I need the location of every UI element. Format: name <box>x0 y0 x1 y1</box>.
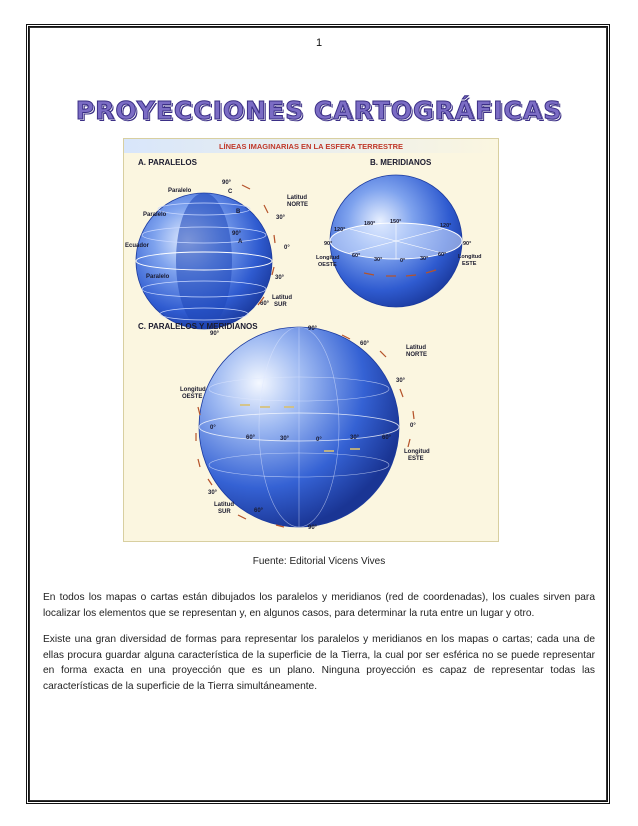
label-c-longitud-oeste-1: Longitud <box>180 387 206 393</box>
label-c-longitud-este-1: Longitud <box>404 449 430 455</box>
label-c-longitud-oeste-2: OESTE <box>182 394 203 400</box>
label-a-latitud-norte-2: NORTE <box>287 202 308 208</box>
label-b-0: 0° <box>400 258 406 264</box>
label-a-latitud-norte-1: Latitud <box>287 195 307 201</box>
panel-c-heading: C. PARALELOS Y MERIDIANOS <box>138 322 258 331</box>
label-b-60: 60° <box>352 253 361 259</box>
label-a-30-s: 30° <box>275 275 285 281</box>
label-point-b: B <box>236 209 241 215</box>
label-point-c: C <box>228 189 233 195</box>
globe-b <box>330 175 462 307</box>
label-c-90-bottom: 90° <box>308 525 318 531</box>
label-b-90-right: 90° <box>463 241 472 247</box>
globe-illustration <box>124 139 498 541</box>
globe-c <box>199 327 399 527</box>
label-b-90-left: 90° <box>324 241 333 247</box>
label-paralelo-2: Paralelo <box>143 212 167 218</box>
label-c-30-s: 30° <box>208 490 218 496</box>
label-paralelo-3: Paralelo <box>146 274 170 280</box>
label-b-longitud-oeste-1: Longitud <box>316 255 340 261</box>
label-c-60-s: 60° <box>254 508 264 514</box>
label-c-30-b: 30° <box>350 435 360 441</box>
label-c-0-center: 0° <box>316 437 322 443</box>
label-c-0-left: 0° <box>210 425 216 431</box>
label-b-longitud-este-2: ESTE <box>462 261 477 267</box>
page-number: 1 <box>315 37 323 49</box>
label-b-30-right: 30° <box>420 256 429 262</box>
label-a-latitud-sur-1: Latitud <box>272 295 292 301</box>
label-b-120-right: 120° <box>440 223 452 229</box>
label-c-longitud-este-2: ESTE <box>408 456 424 462</box>
label-c-0-right: 0° <box>410 423 416 429</box>
panel-b-heading: B. MERIDIANOS <box>370 158 432 167</box>
figure-header: LÍNEAS IMAGINARIAS EN LA ESFERA TERRESTRE <box>218 142 404 151</box>
label-c-90-top: 90° <box>308 326 318 332</box>
label-b-longitud-este-1: Longitud <box>458 254 482 260</box>
figure-caption: Fuente: Editorial Vicens Vives <box>252 556 386 567</box>
label-a-latitud-sur-2: SUR <box>274 302 287 308</box>
paragraph-1: En todos los mapas o cartas están dibujados los paralelos y meridianos (red de coordenadas), los cuales sirven para localizar los elementos que se representan y, en algunos casos, para determinar la ruta entre un lugar y otro. <box>43 592 595 619</box>
label-c-latitud-norte-2: NORTE <box>406 352 427 358</box>
label-c-60-a: 60° <box>246 435 256 441</box>
label-b-150: 150° <box>390 219 402 225</box>
label-b-60-right: 60° <box>438 252 447 258</box>
label-c-latitud-sur-2: SUR <box>218 509 231 515</box>
label-a-90-bottom: 90° <box>210 331 220 337</box>
label-b-longitud-oeste-2: OESTE <box>318 262 337 268</box>
label-c-latitud-sur-1: Latitud <box>214 502 234 508</box>
paragraph-2: Existe una gran diversidad de formas para representar los paralelos y meridianos en los mapas o cartas; cada una de ellas procura guardar alguna característica de la superficie de la Tierra, la cual por ser esférica no se puede representar en forma exacta en una proyección que es un plano. Ninguna proyección es capaz de representar todas las características de la superficie de la Tierra simultáneamente. <box>43 634 595 692</box>
label-a-inner-90: 90° <box>232 231 242 237</box>
label-b-30: 30° <box>374 257 383 263</box>
label-c-60-top: 60° <box>360 341 370 347</box>
label-c-30-a: 30° <box>280 436 290 442</box>
label-a-0: 0° <box>284 245 290 251</box>
globe-figure <box>123 138 499 542</box>
label-a-90-top: 90° <box>222 180 232 186</box>
label-c-60-b: 60° <box>382 435 392 441</box>
label-point-a: A <box>238 239 243 245</box>
label-ecuador: Ecuador <box>125 243 150 249</box>
label-paralelo-1: Paralelo <box>168 188 192 194</box>
label-c-latitud-norte-1: Latitud <box>406 345 426 351</box>
label-a-30-n: 30° <box>276 215 286 221</box>
page-title: PROYECCIONES CARTOGRÁFICAS <box>75 96 563 125</box>
label-b-120-left: 120° <box>334 227 346 233</box>
label-a-60: 60° <box>260 301 270 307</box>
label-c-30-n: 30° <box>396 378 406 384</box>
panel-a-heading: A. PARALELOS <box>138 158 197 167</box>
label-b-180: 180° <box>364 221 376 227</box>
